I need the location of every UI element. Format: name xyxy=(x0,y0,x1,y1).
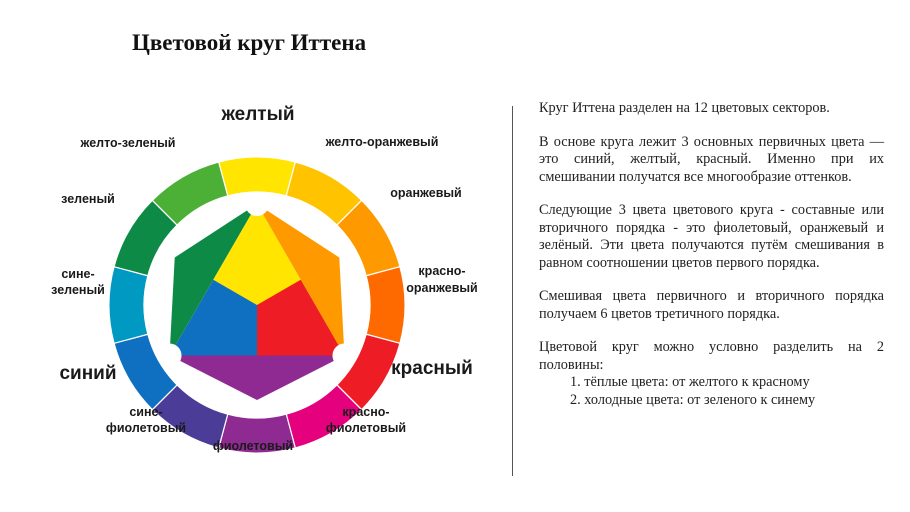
vertical-divider xyxy=(512,106,513,476)
paragraph-halves: Цветовой круг можно условно разделить на 2 половины: xyxy=(539,339,884,373)
list-item-cold: 2. холодные цвета: от зеленого к синему xyxy=(570,391,816,408)
vertex-dot-left xyxy=(158,344,182,368)
label-red: красный xyxy=(391,358,473,379)
wheel-segment-red-orange xyxy=(366,267,405,344)
vertex-dot-top xyxy=(245,192,269,216)
label-red-violet-2: фиолетовый xyxy=(325,421,407,435)
wheel-inner-shapes xyxy=(144,192,370,418)
label-blue-green-2: зеленый xyxy=(51,283,105,297)
paragraph-sectors: Круг Иттена разделен на 12 цветовых секторов. xyxy=(539,100,830,116)
label-green: зеленый xyxy=(61,192,115,206)
label-red-orange-1: красно- xyxy=(418,264,466,278)
halves-list xyxy=(539,374,884,409)
itten-color-wheel xyxy=(40,92,480,472)
paragraph-secondary: Следующие 3 цвета цветового круга - составные или вторичного порядка - это фиолетовый, оранжевый и зелёный. Эти цвета получаются путём смешивания в равном соотношении цветов первого порядка. xyxy=(539,202,884,271)
label-blue-green-1: сине- xyxy=(61,267,95,281)
label-red-violet-1: красно- xyxy=(342,405,390,419)
label-orange: оранжевый xyxy=(390,186,462,200)
description-panel xyxy=(539,100,884,409)
label-blue: синий xyxy=(59,363,117,384)
label-yellow-orange: желто-оранжевый xyxy=(325,135,439,149)
page-title: Цветовой круг Иттена xyxy=(132,30,367,55)
label-blue-violet-1: сине- xyxy=(129,405,163,419)
label-violet: фиолетовый xyxy=(212,439,294,453)
label-yellow-green: желто-зеленый xyxy=(80,136,176,150)
wheel-segment-yellow xyxy=(219,157,296,196)
paragraph-tertiary: Смешивая цвета первичного и вторичного порядка получаем 6 цветов третичного порядка. xyxy=(539,288,884,322)
paragraph-primary: В основе круга лежит 3 основных первичных цвета — это синий, желтый, красный. Именно при их смешивании получатся все многообразие оттенков. xyxy=(539,133,884,185)
label-yellow: желтый xyxy=(221,104,295,125)
label-red-orange-2: оранжевый xyxy=(406,281,478,295)
list-item-warm: 1. тёплые цвета: от желтого к красному xyxy=(570,374,810,390)
wheel-segment-blue-green xyxy=(109,267,148,344)
label-blue-violet-2: фиолетовый xyxy=(105,421,187,435)
vertex-dot-right xyxy=(332,344,356,368)
